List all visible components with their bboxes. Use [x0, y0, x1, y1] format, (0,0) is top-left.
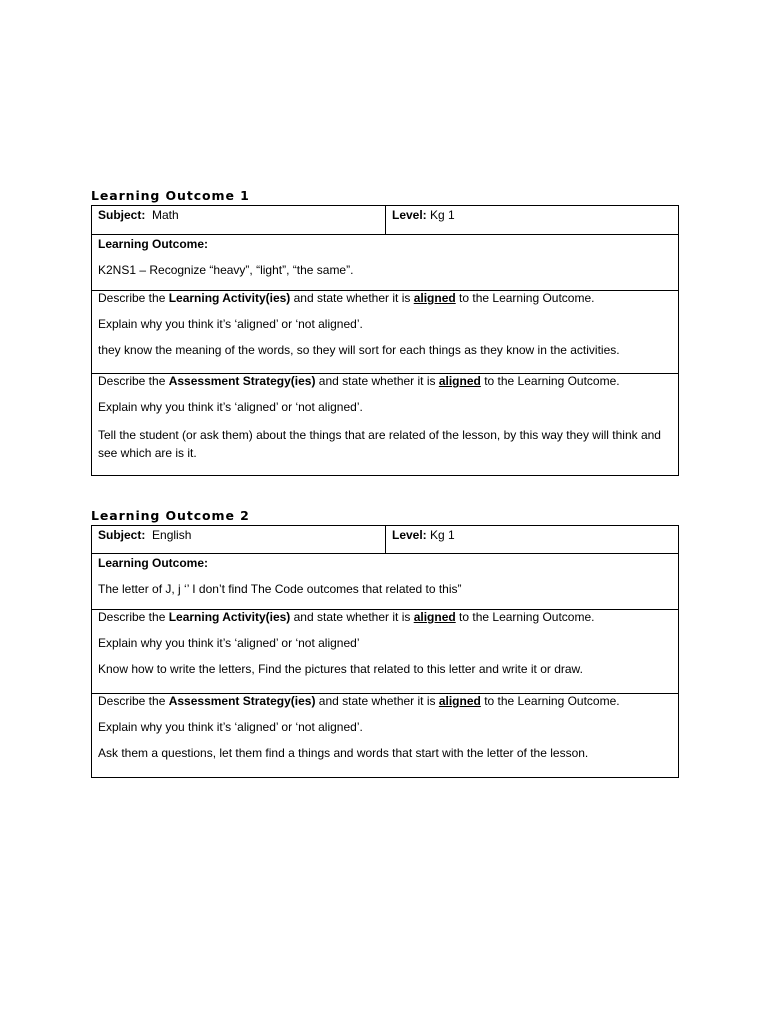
- section-title: Learning Outcome 1: [91, 188, 250, 203]
- learning-outcome-section-2: [91, 507, 679, 778]
- assessment-answer: Ask them a questions, let them find a things and words that start with the letter of the lesson.: [98, 746, 589, 760]
- assessment-keyword: Assessment Strategy(ies): [168, 694, 316, 708]
- level-value: Kg 1: [430, 208, 455, 222]
- aligned-underlined: aligned: [438, 694, 481, 708]
- assessment-explain: Explain why you think it’s ‘aligned’ or ‘not aligned’.: [98, 400, 363, 414]
- learning-activity-cell: [92, 291, 679, 374]
- learning-outcome-label: Learning Outcome:: [98, 556, 209, 570]
- learning-outcome-cell: [92, 235, 679, 291]
- learning-outcome-label: Learning Outcome:: [98, 237, 209, 251]
- subject-value: Math: [152, 208, 179, 222]
- level-value: Kg 1: [430, 528, 455, 542]
- subject-value: English: [152, 528, 192, 542]
- activity-explain: Explain why you think it’s ‘aligned’ or ‘not aligned’.: [98, 317, 363, 331]
- learning-outcome-section-1: [91, 187, 679, 476]
- activity-prompt: Describe the Learning Activity(ies) and state whether it is aligned to the Learning Outcome.: [98, 291, 595, 305]
- subject-label: Subject:: [98, 208, 146, 222]
- activity-explain: Explain why you think it’s ‘aligned’ or ‘not aligned’: [98, 636, 360, 650]
- level-label: Level:: [392, 528, 427, 542]
- assessment-prompt: Describe the Assessment Strategy(ies) and state whether it is aligned to the Learning Outcome.: [98, 374, 620, 388]
- level-label: Level:: [392, 208, 427, 222]
- level-cell: [386, 206, 679, 235]
- activity-keyword: Learning Activity(ies): [168, 291, 291, 305]
- outcome-table: [91, 205, 679, 476]
- assessment-explain: Explain why you think it’s ‘aligned’ or ‘not aligned’.: [98, 720, 363, 734]
- assessment-answer: Tell the student (or ask them) about the things that are related of the lesson, by this way they will think and see which are is it.: [98, 428, 661, 460]
- activity-prompt: Describe the Learning Activity(ies) and state whether it is aligned to the Learning Outcome.: [98, 610, 595, 624]
- learning-outcome-text: K2NS1 – Recognize “heavy”, “light”, “the same”.: [98, 263, 354, 277]
- subject-cell: [92, 206, 386, 235]
- level-cell: [386, 526, 679, 554]
- learning-activity-cell: [92, 610, 679, 694]
- section-title: Learning Outcome 2: [91, 508, 250, 523]
- learning-outcome-text: The letter of J, j ‘’ I don’t find The Code outcomes that related to this”: [98, 582, 462, 596]
- aligned-underlined: aligned: [413, 610, 456, 624]
- aligned-underlined: aligned: [413, 291, 456, 305]
- assessment-prompt: Describe the Assessment Strategy(ies) and state whether it is aligned to the Learning Outcome.: [98, 694, 620, 708]
- activity-answer: they know the meaning of the words, so they will sort for each things as they know in the activities.: [98, 343, 620, 357]
- subject-cell: [92, 526, 386, 554]
- learning-outcome-cell: [92, 554, 679, 610]
- outcome-table: [91, 525, 679, 778]
- aligned-underlined: aligned: [438, 374, 481, 388]
- subject-label: Subject:: [98, 528, 146, 542]
- assessment-strategy-cell: [92, 694, 679, 778]
- assessment-keyword: Assessment Strategy(ies): [168, 374, 316, 388]
- activity-keyword: Learning Activity(ies): [168, 610, 291, 624]
- assessment-strategy-cell: [92, 374, 679, 476]
- activity-answer: Know how to write the letters, Find the pictures that related to this letter and write it or draw.: [98, 662, 583, 676]
